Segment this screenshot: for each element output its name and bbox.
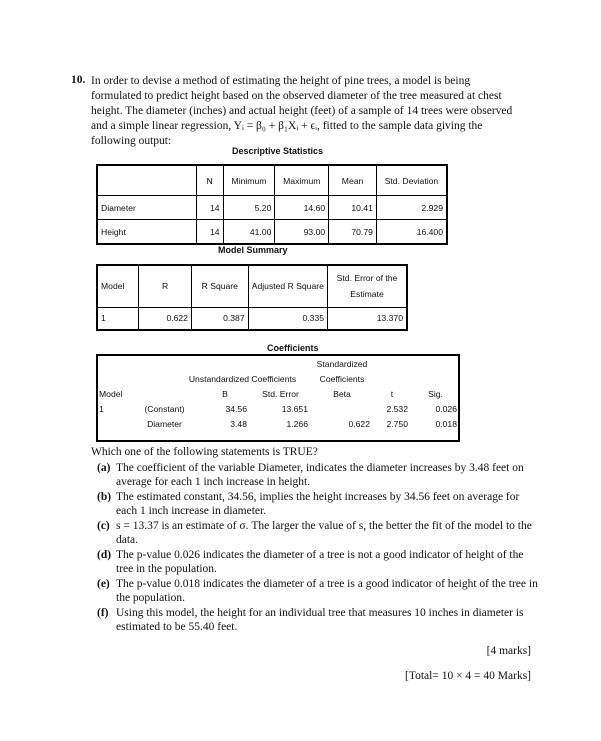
table-cell: 1: [97, 307, 139, 330]
table-row: [97, 196, 447, 220]
option-text: The coefficient of the variable Diameter, indicates the diameter increases by 3.48 feet on average for each 1 inch increase in height.: [116, 461, 524, 488]
descriptive-table: [96, 164, 448, 245]
option-label: (e): [97, 577, 110, 590]
table-row: [97, 307, 407, 330]
option-text: The p-value 0.018 indicates the diameter of a tree is a good indicator of height of the tree in the population.: [116, 577, 538, 604]
table-cell: 1.266: [286, 418, 308, 429]
option-text: The estimated constant, 34.56, implies the height increases by 34.56 feet on average for each 1 inch increase in diameter.: [116, 490, 520, 517]
question-line: height. The diameter (inches) and actual height (feet) of a sample of 14 trees were observed: [91, 105, 513, 117]
total-marks: [Total= 10 × 4 = 40 Marks]: [405, 670, 531, 682]
option-a: [91, 461, 541, 490]
table-header: Std. Deviation: [376, 165, 447, 196]
option-label: (b): [97, 490, 112, 503]
options-section: [91, 445, 541, 635]
table-header-row: [97, 265, 407, 307]
table-header: Beta: [333, 388, 351, 399]
table-cell: 13.651: [281, 403, 308, 414]
coefficients-title: Coefficients: [267, 343, 319, 353]
question-line: following output:: [91, 135, 172, 147]
option-text: s = 13.37 is an estimate of σ. The larger the value of s, the better the fit of the model to the data.: [116, 519, 532, 546]
table-header: Standardized: [316, 358, 368, 369]
option-text: Using this model, the height for an individual tree that measures 10 inches in diameter is estimated to be 55.40 feet.: [116, 606, 524, 633]
question-line: and a simple linear regression, Yᵢ = β₀ + β₁Xᵢ + ϵᵢ, fitted to the sample data giving the: [91, 120, 483, 132]
table-cell: Diameter: [147, 418, 182, 429]
table-header: Sig.: [428, 388, 443, 399]
table-cell: 0.387: [191, 307, 248, 330]
table-header-row: [97, 165, 447, 196]
option-label: (a): [97, 461, 111, 474]
table-cell: 14: [196, 196, 223, 220]
model-summary-title: Model Summary: [218, 245, 288, 255]
table-cell: 0.018: [435, 418, 457, 429]
table-header: [97, 165, 196, 196]
option-f: [91, 606, 541, 635]
table-cell: 3.48: [230, 418, 247, 429]
question-prompt: Which one of the following statements is TRUE?: [91, 446, 318, 458]
table-header: Model: [99, 388, 123, 399]
question-number: 10.: [71, 74, 86, 86]
table-header: Unstandardized Coefficients: [188, 373, 297, 384]
table-header: Mean: [329, 165, 377, 196]
table-header: Std. Error: [262, 388, 299, 399]
table-cell: 34.56: [225, 403, 247, 414]
table-cell: 14.60: [275, 196, 329, 220]
table-header: Coefficients: [319, 373, 365, 384]
table-header: Adjusted R Square: [248, 265, 327, 307]
option-label: (c): [97, 519, 110, 532]
table-cell: 0.335: [248, 307, 327, 330]
table-cell: 5.20: [223, 196, 275, 220]
table-header: R Square: [191, 265, 248, 307]
option-label: (d): [97, 548, 112, 561]
table-cell: (Constant): [144, 403, 185, 414]
option-d: [91, 548, 541, 577]
table-cell: 16.400: [376, 220, 447, 245]
table-cell: 2.532: [386, 403, 408, 414]
descriptive-title: Descriptive Statistics: [232, 146, 324, 156]
table-row: [97, 220, 447, 245]
question-marks: [4 marks]: [486, 645, 531, 657]
option-text: The p-value 0.026 indicates the diameter of a tree is not a good indicator of height of the tree in the population.: [116, 548, 524, 575]
table-header: Minimum: [223, 165, 275, 196]
table-cell: 14: [196, 220, 223, 245]
table-header-row: [96, 371, 460, 386]
table-cell: [311, 401, 373, 416]
table-header: N: [196, 165, 223, 196]
table-header: Maximum: [275, 165, 329, 196]
question-line: In order to devise a method of estimating the height of pine trees, a model is being: [91, 75, 471, 87]
table-row: [96, 401, 460, 416]
option-e: [91, 577, 541, 606]
option-c: [91, 519, 541, 548]
option-label: (f): [97, 606, 109, 619]
table-cell: 0.622: [348, 418, 370, 429]
table-header: Std. Error of the Estimate: [328, 265, 407, 307]
table-cell: 41.00: [223, 220, 275, 245]
table-header: Model: [97, 265, 139, 307]
table-cell: [96, 416, 129, 431]
model-summary-table: [96, 264, 408, 331]
table-cell: 70.79: [329, 220, 377, 245]
table-header-row: [96, 356, 460, 371]
table-cell: 2.929: [376, 196, 447, 220]
table-header: B: [222, 388, 228, 399]
question-text: [91, 74, 541, 149]
option-b: [91, 490, 541, 519]
table-cell: 2.750: [386, 418, 408, 429]
table-header: t: [390, 388, 394, 399]
table-cell: Height: [97, 220, 196, 245]
table-cell: 13.370: [328, 307, 407, 330]
table-cell: 10.41: [329, 196, 377, 220]
table-cell: Diameter: [97, 196, 196, 220]
table-header-row: [96, 386, 460, 401]
table-cell: 1: [99, 403, 104, 414]
question-line: formulated to predict height based on the observed diameter of the tree measured at chest: [91, 90, 502, 102]
table-cell: 0.026: [435, 403, 457, 414]
table-row: [96, 416, 460, 431]
table-header: R: [139, 265, 192, 307]
table-cell: 0.622: [139, 307, 192, 330]
table-cell: 93.00: [275, 220, 329, 245]
coefficients-table: [96, 356, 460, 431]
